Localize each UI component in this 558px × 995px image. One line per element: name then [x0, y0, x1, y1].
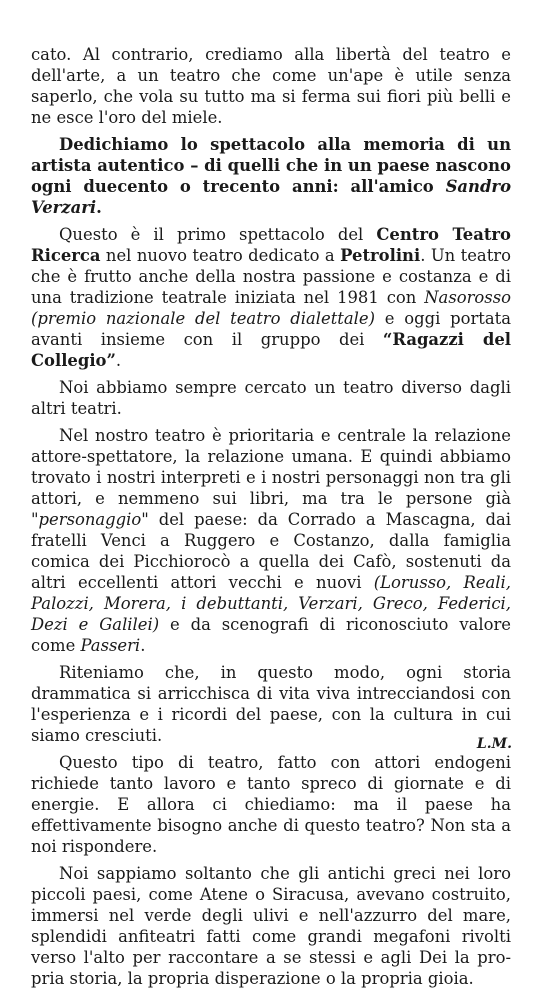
p3-i: . — [115, 351, 122, 370]
p3-g: e oggi portata avanti insieme con il gruppo dei — [31, 309, 511, 349]
centro-teatro-ricerca: Centro Teatro Ricerca — [31, 225, 511, 265]
paragraph-5 — [31, 425, 511, 656]
p5-e: e da scenografi di riconosciuto valore come — [31, 615, 511, 655]
paragraph-7: Questo tipo di teatro, fatto con attori endogeni richiede tanto lavoro e tanto spreco di giornate e di energie. E allora ci chiediamo: ma il paese ha effettivamente bisogno anche di questo teatro? Non sta a noi rispondere. — [31, 753, 511, 856]
dedication-text: Dedichiamo lo spettacolo alla memoria di un artista autentico – di quelli che in un paese nascono ogni duecento o trecento anni: all'amico — [31, 135, 511, 196]
personaggio: "personaggio" — [31, 510, 149, 529]
p5-c: del paese: da Corrado a Mascagna, dai fratelli Venci a Ruggero e Costanzo, dalla famiglia comica dei Picchiorocò a quella dei Cafò, sostenuti da altri eccellenti attori vecchi e nuovi — [31, 510, 511, 592]
petrolini: Petrolini — [340, 246, 421, 265]
dedication-name: Sandro Verzari — [31, 177, 511, 217]
nasorosso: Nasorosso (premio nazionale del teatro dialettale) — [31, 288, 511, 328]
dedication-paragraph — [31, 134, 511, 218]
paragraph-1: cato. Al contrario, crediamo alla libertà del teatro e dell'arte, a un teatro che come un'ape è utile senza saperlo, che vola su tutto ma si ferma sui fiori più belli e ne esce l'oro del miele. — [31, 45, 511, 127]
ragazzi-del-collegio: “Ragazzi del Collegio” — [31, 330, 511, 370]
signature: L.M. — [476, 736, 512, 752]
p5-g: . — [140, 636, 146, 655]
paragraph-8: Noi sappiamo soltanto che gli antichi greci nei loro piccoli paesi, come Atene o Siracusa, avevano costruito, immersi nel verde degli ulivi e nell'azzurro del mare, splendidi anfiteatri fatti come grandi megafoni rivolti verso l'alto per raccontare a se stessi e agli Dei la propria storia, la propria disperazione o la propria gioia. — [31, 864, 511, 988]
actors-list: (Lorusso, Reali, Palozzi, Morera, i debuttanti, Verzari, Greco, Federici, Dezi e Galilei) — [31, 573, 511, 634]
dedication-end: . — [96, 198, 102, 217]
document-body — [31, 44, 511, 995]
paragraph-4: Noi abbiamo sempre cercato un teatro diverso dagli altri teatri. — [31, 378, 511, 418]
paragraph-6: Riteniamo che, in questo modo, ogni storia drammatica si arricchisca di vita viva intrecciandosi con l'esperienza e i ricordi del paese, con la cultura in cui siamo cresciuti. — [31, 663, 511, 745]
passeri: Passeri — [80, 636, 141, 655]
p3-a: Questo è il primo spettacolo del — [59, 225, 377, 244]
p5-a: Nel nostro teatro è prioritaria e centrale la relazione attore-spettatore, la relazione umana. E quindi abbiamo trovato i nostri interpreti e i nostri personaggi non tra gli attori, e nemmeno sui libri, ma tra le persone già — [31, 426, 511, 508]
p3-c: nel nuovo teatro dedicato a — [100, 246, 341, 265]
paragraph-3 — [31, 224, 511, 371]
p3-e: . Un teatro che è frutto anche della nostra passione e costanza e di una tradizione teatrale iniziata nel 1981 con — [31, 246, 511, 307]
